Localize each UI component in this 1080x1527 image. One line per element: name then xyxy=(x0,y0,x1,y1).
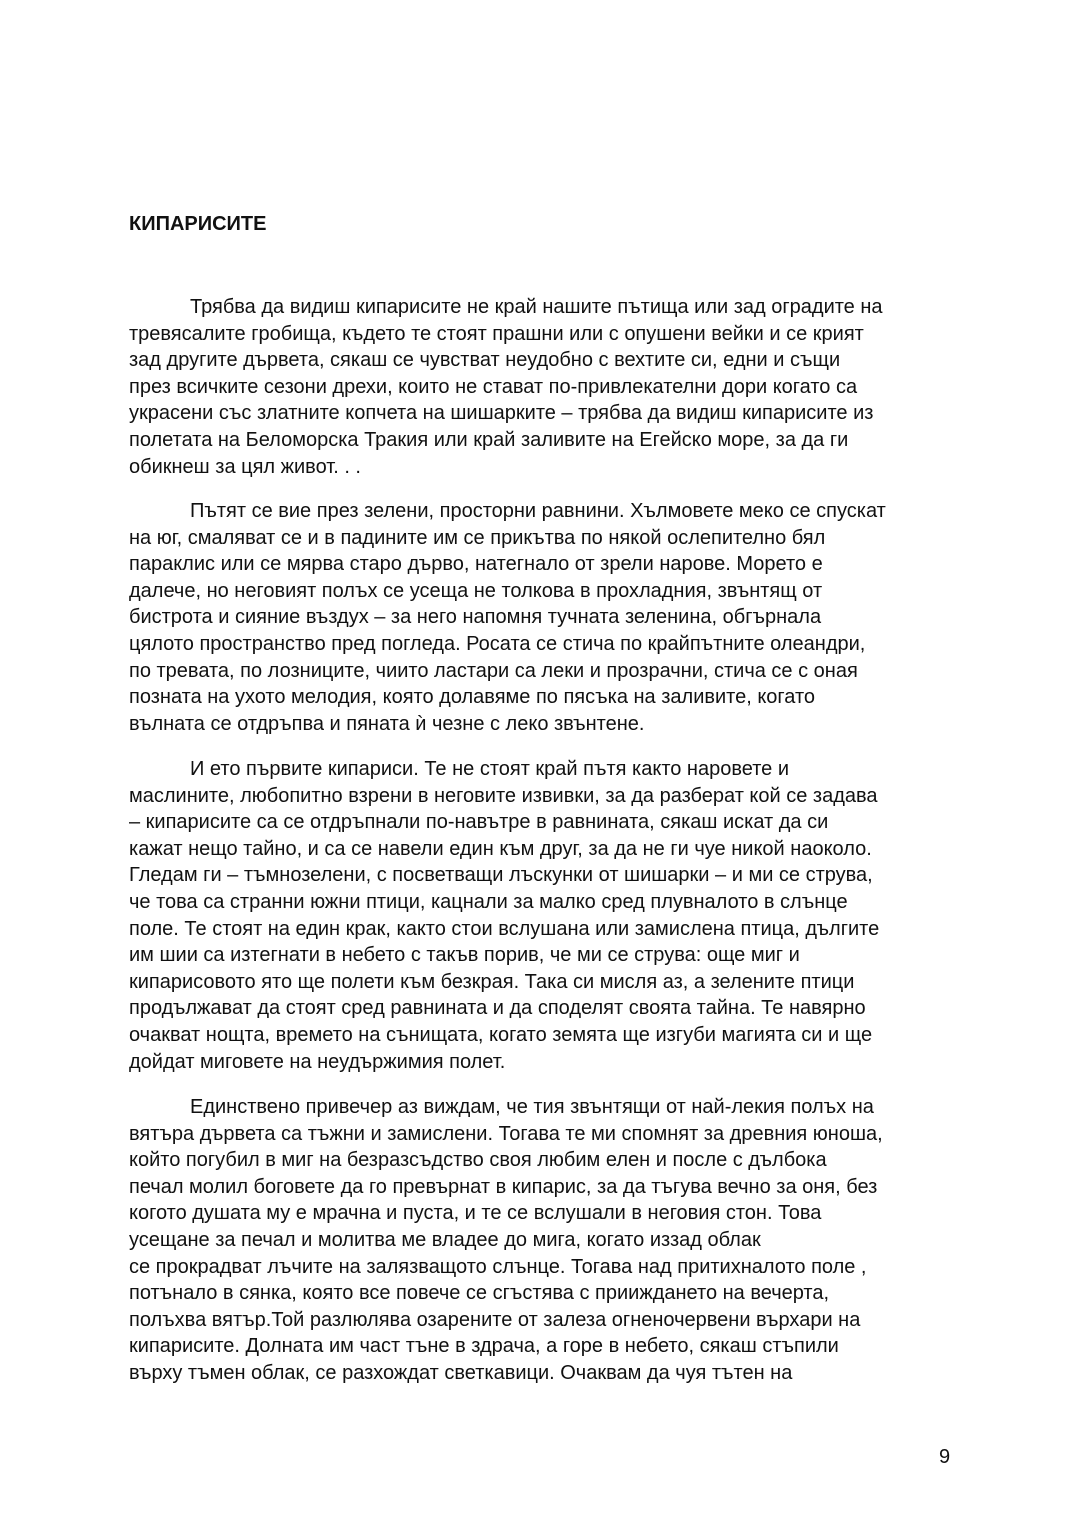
text-line: когото душата му е мрачна и пуста, и те се вслушали в неговия стон. Това xyxy=(129,1202,822,1225)
text-line: Единствено привечер аз виждам, че тия звънтящи от най-лекия полъх на xyxy=(190,1096,874,1118)
text-line: Пътят се вие през зелени, просторни равнини. Хълмовете меко се спускат xyxy=(190,500,886,522)
text-line: тревясалите гробища, където те стоят прашни или с опушени вейки и се крият xyxy=(129,322,864,345)
text-line: позната на ухото мелодия, която долавяме по пясъка на заливите, когато xyxy=(129,686,816,709)
page-number: 9 xyxy=(939,1446,951,1468)
text-line: полъхва вятър.Той разлюлява озарените от залеза огненочервени върхари на xyxy=(129,1308,861,1331)
text-line: печал молил боговете да го превърнат в кипарис, за да тъгува вечно за оня, без xyxy=(129,1175,878,1198)
text-line: че това са странни южни птици, кацнали за малко сред плувналото в слънце xyxy=(129,890,848,913)
text-line: който погубил в миг на безразсъдство своя любим елен и после с дълбока xyxy=(129,1149,827,1172)
text-line: – кипарисите са се отдръпнали по-навътре в равнината, сякаш искат да си xyxy=(129,811,829,834)
text-line: обикнеш за цял живот. . . xyxy=(129,455,361,478)
text-line: вълната се отдръпва и пяната ѝ чезне с леко звънтене. xyxy=(129,712,645,735)
text-line: продължават да стоят сред равнината и да споделят своята тайна. Те навярно xyxy=(129,997,866,1020)
text-line: цялото пространство пред погледа. Росата се стича по крайпътните олеандри, xyxy=(129,632,866,655)
paragraph-2 xyxy=(129,498,959,737)
text-line: кипарисите. Долната им част тъне в здрача, а горе в небето, сякаш стъпили xyxy=(129,1335,839,1358)
paragraph-1 xyxy=(129,294,959,480)
text-line: през всичките сезони дрехи, които не стават по-привлекателни дори когато са xyxy=(129,375,858,398)
text-line: вятъра дървета са тъжни и замислени. Тогава те ми спомнят за древния юноша, xyxy=(129,1122,883,1145)
text-line: Трябва да видиш кипарисите не край нашите пътища или зад оградите на xyxy=(190,296,883,318)
text-line: маслините, любопитно взрени в неговите извивки, за да разберат кой се задава xyxy=(129,784,878,807)
text-line: далече, но неговият полъх се усеща не толкова в прохладния, звънтящ от xyxy=(129,579,823,602)
text-line: се прокрадват лъчите на залязващото слънце. Тогава над притихналото поле , xyxy=(129,1255,867,1278)
paragraph-3 xyxy=(129,756,959,1075)
text-line: кажат нещо тайно, и са се навели един към друг, за да не ги чуе никой наоколо. xyxy=(129,837,872,860)
text-line: дойдат миговете на неудържимия полет. xyxy=(129,1050,506,1073)
text-line: на юг, смаляват се и в падините им се прикътва по някой ослепително бял xyxy=(129,526,826,549)
text-line: върху тъмен облак, се разхождат светкавици. Очаквам да чуя тътен на xyxy=(129,1361,793,1384)
text-line: потънало в сянка, която все повече се сгъстява с прииждането на вечерта, xyxy=(129,1282,830,1305)
text-line: очакват нощта, времето на сънищата, когато земята ще изгуби магията си и ще xyxy=(129,1023,873,1046)
text-line: усещане за печал и молитва ме владее до мига, когато иззад облак xyxy=(129,1228,761,1251)
text-line: украсени със златните копчета на шишарките – трябва да видиш кипарисите из xyxy=(129,402,874,425)
text-line: Гледам ги – тъмнозелени, с посветващи лъскунки от шишарки – и ми се струва, xyxy=(129,864,873,887)
text-line: полетата на Беломорска Тракия или край заливите на Егейско море, за да ги xyxy=(129,428,849,451)
page-title: КИПАРИСИТЕ xyxy=(129,213,267,235)
text-line: кипарисовото ято ще полети към безкрая. Така си мисля аз, а зелените птици xyxy=(129,970,855,993)
text-line: И ето първите кипариси. Те не стоят край пътя както наровете и xyxy=(190,758,789,780)
text-line: им шии са изтегнати в небето с такъв порив, че ми се струва: още миг и xyxy=(129,944,800,967)
text-line: параклис или се мярва старо дърво, натегнало от зрели нарове. Морето е xyxy=(129,553,823,576)
text-line: поле. Те стоят на един крак, както стои вслушана или замислена птица, дългите xyxy=(129,917,880,940)
paragraph-4 xyxy=(129,1094,959,1387)
text-line: бистрота и сияние въздух – за него напомня тучната зеленина, обгърнала xyxy=(129,606,822,629)
text-line: зад другите дървета, сякаш се чувстват неудобно с вехтите си, едни и същи xyxy=(129,349,841,372)
text-line: по тревата, по лозниците, чиито ластари са леки и прозрачни, стича се с оная xyxy=(129,659,858,682)
